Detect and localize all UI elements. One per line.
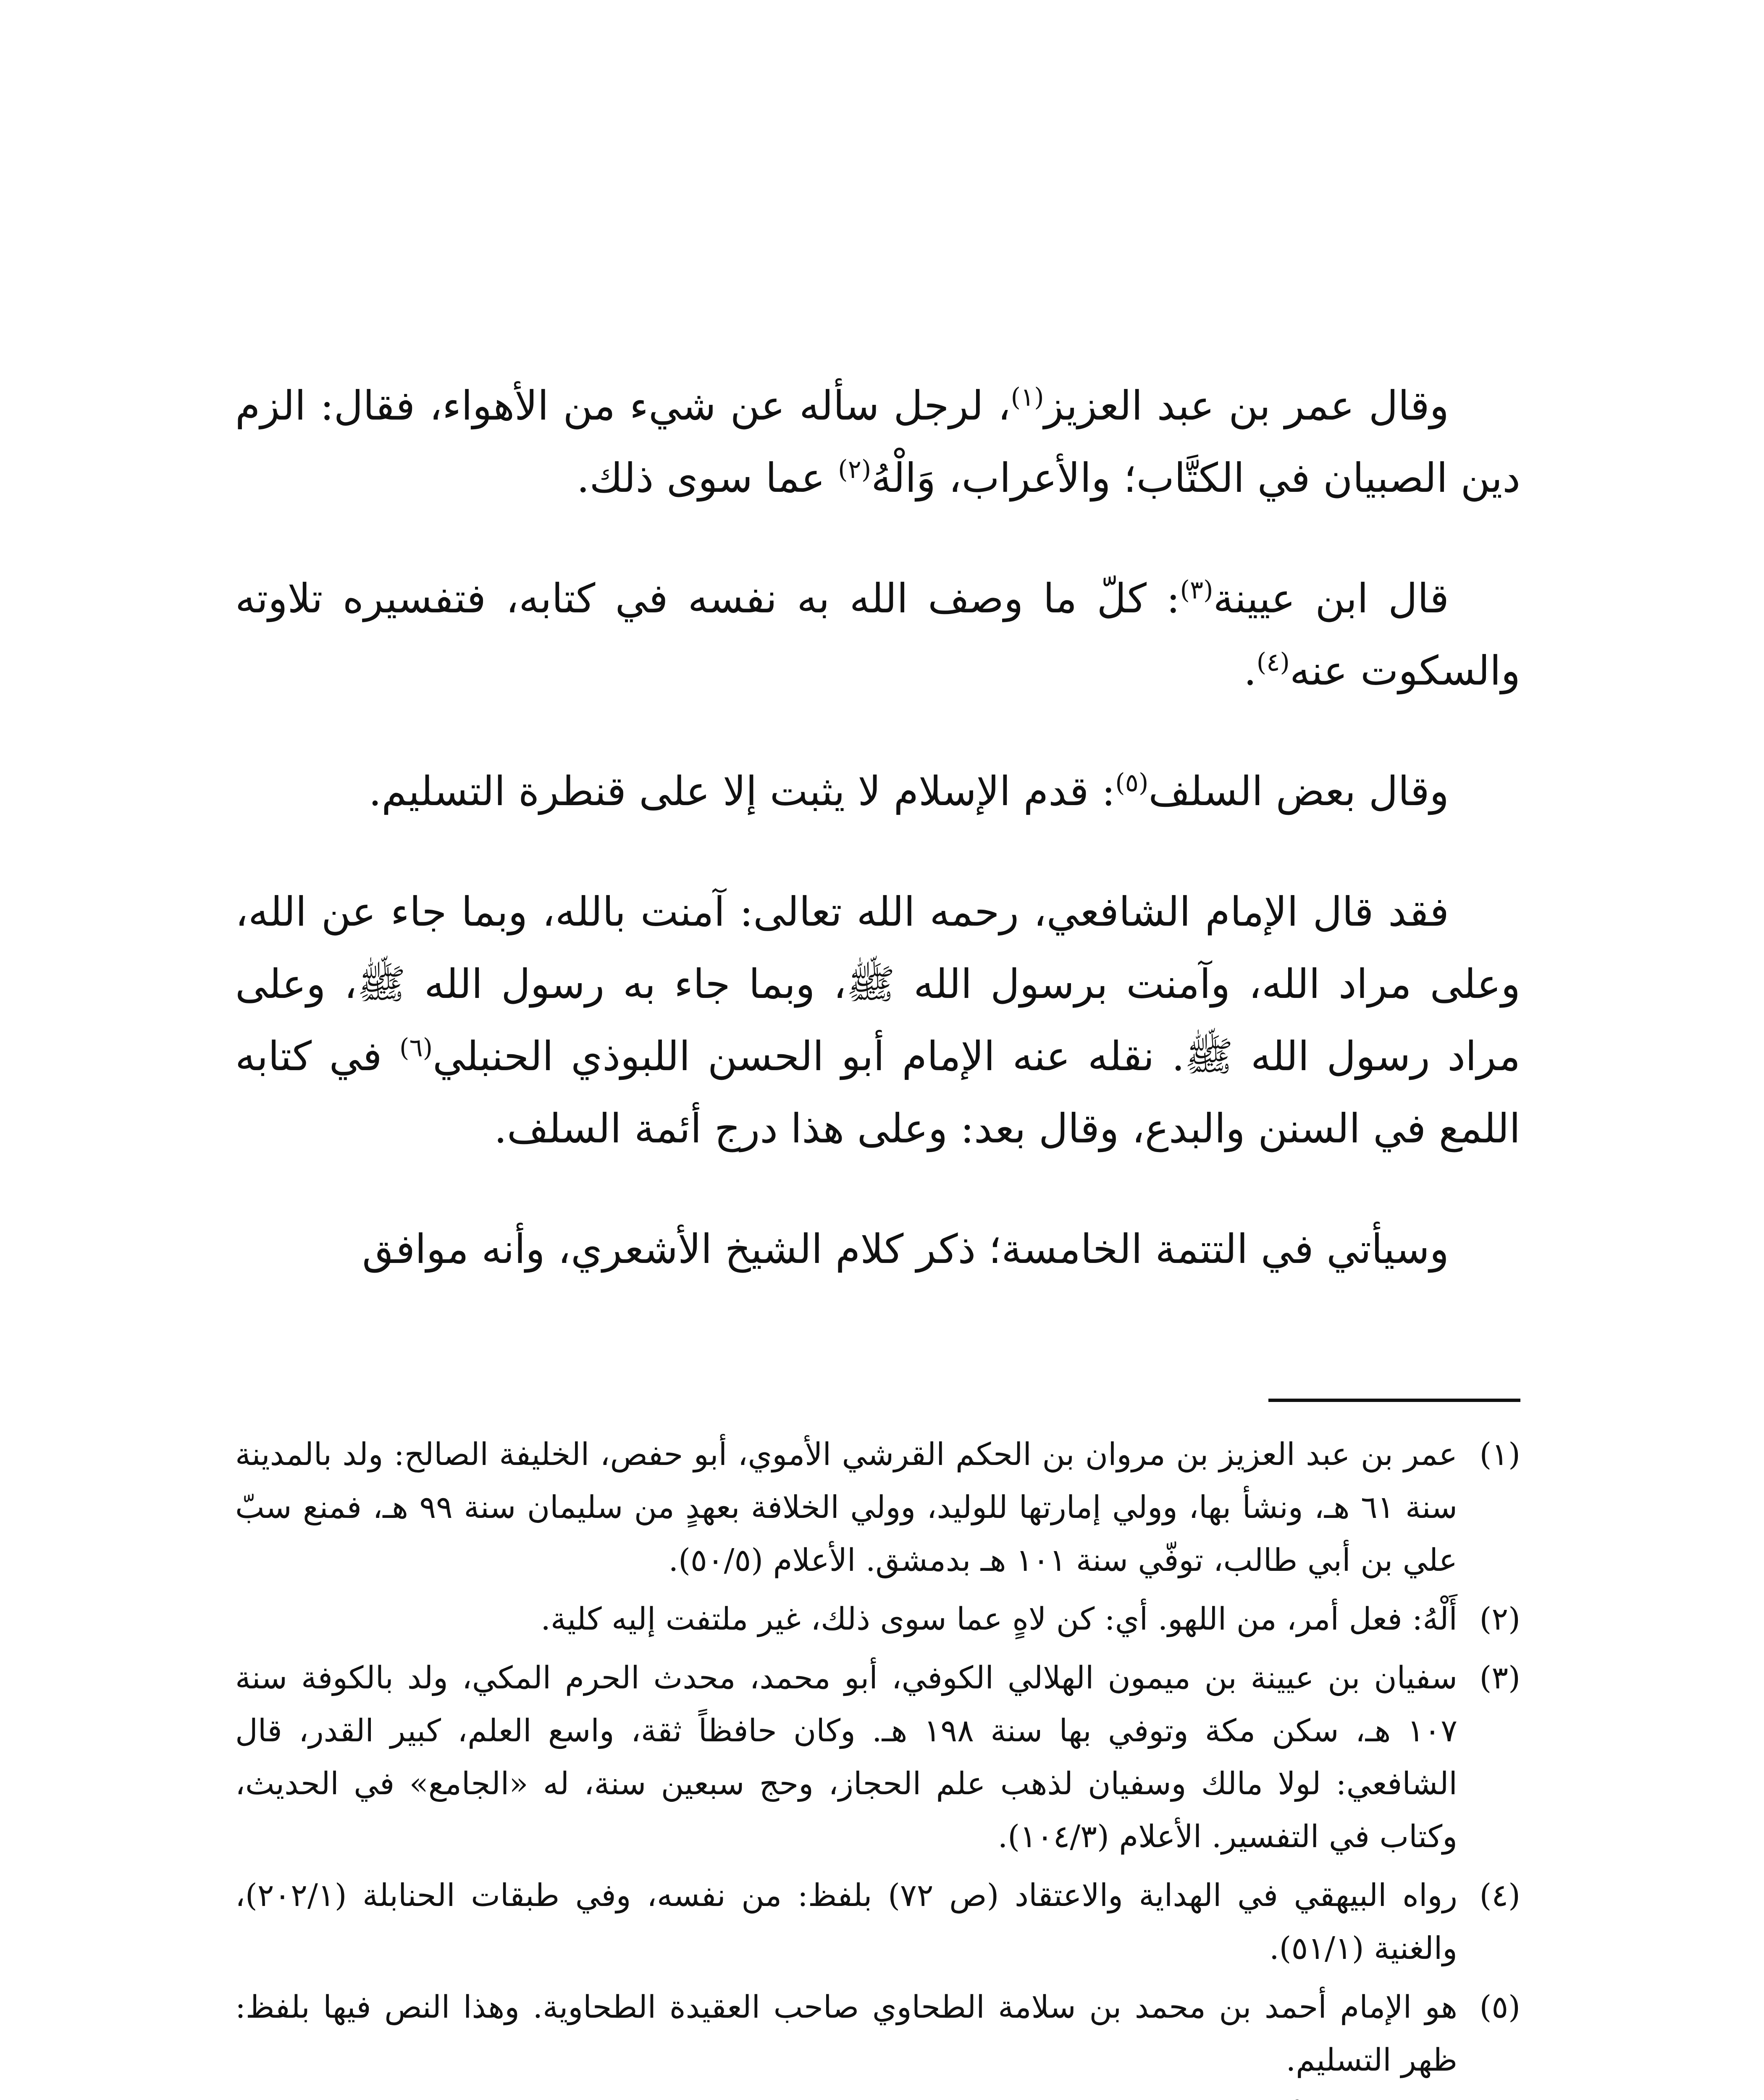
footnote-6 bbox=[235, 2092, 1520, 2100]
footnote-number: (٢) bbox=[1479, 1601, 1520, 1637]
footnote-number: (١) bbox=[1479, 1436, 1520, 1473]
footnote-text: عمر بن عبد العزيز بن مروان بن الحكم القرشي الأموي، أبو حفص، الخليفة الصالح: ولد بالمدينة سنة ٦١ هـ، ونشأ بها، وولي إمارتها للوليد، وولي الخلافة بعهدٍ من سليمان سنة ٩٩ هـ، فمنع سبّ علي بن أبي طالب، توفّي سنة ١٠١ هـ بدمشق. الأعلام (٥٠/٥). bbox=[235, 1436, 1457, 1578]
paragraph-4-text-b: في كتابه اللمع في السنن والبدع، وقال بعد: وعلى هذا درج أئمة السلف. bbox=[235, 1033, 1520, 1152]
footnote-text bbox=[235, 2092, 1457, 2100]
footnote-ref-4: (٤) bbox=[1256, 648, 1290, 677]
footnote-3 bbox=[235, 1651, 1520, 1863]
paragraph-2-text-b: : كلّ ما وصف الله به نفسه في كتابه، فتفسيره تلاوته والسكوت عنه bbox=[235, 575, 1520, 694]
footnotes bbox=[235, 1428, 1520, 2100]
footnote-text: أَلْهُ: فعل أمر، من اللهو. أي: كن لاهٍ عما سوى ذلك، غير ملتفت إليه كلية. bbox=[541, 1601, 1457, 1637]
paragraph-3 bbox=[235, 755, 1520, 827]
footnote-5 bbox=[235, 1981, 1520, 2087]
footnote-number: (٣) bbox=[1479, 1660, 1520, 1696]
footnote-number bbox=[1457, 2092, 1520, 2100]
paragraph-1-text-c: عما سوى ذلك. bbox=[577, 454, 838, 501]
footnote-1 bbox=[235, 1428, 1520, 1587]
paragraph-4-text-a: فقد قال الإمام الشافعي، رحمه الله تعالى: آمنت بالله، وبما جاء عن الله، وعلى مراد الله، وآمنت برسول الله ﷺ، وبما جاء به رسول الله ﷺ، وعلى مراد رسول الله ﷺ. نقله عنه الإمام أبو الحسن اللبوذي الحنبلي bbox=[235, 888, 1521, 1080]
paragraph-3-text-a: وقال بعض السلف bbox=[1148, 768, 1449, 815]
footnote-separator bbox=[1268, 1399, 1520, 1402]
paragraph-2 bbox=[235, 562, 1520, 707]
footnote-text: سفيان بن عيينة بن ميمون الهلالي الكوفي، أبو محمد، محدث الحرم المكي، ولد بالكوفة سنة ١٠٧ هـ، سكن مكة وتوفي بها سنة ١٩٨ هـ. وكان حافظاً ثقة، واسع العلم، كبير القدر، قال الشافعي: لولا مالك وسفيان لذهب علم الحجاز، وحج سبعين سنة، له «الجامع» في الحديث، وكتاب في التفسير. الأعلام (١٠٤/٣). bbox=[235, 1660, 1457, 1855]
footnote-ref-6: (٦) bbox=[399, 1033, 433, 1063]
footnote-ref-3: (٣) bbox=[1180, 575, 1213, 605]
footnote-text: هو الإمام أحمد بن محمد بن سلامة الطحاوي صاحب العقيدة الطحاوية. وهذا النص فيها بلفظ: ظهر التسليم. bbox=[235, 1989, 1457, 2078]
paragraph-1 bbox=[235, 370, 1520, 514]
paragraph-4 bbox=[235, 876, 1520, 1165]
footnote-2 bbox=[235, 1593, 1520, 1646]
paragraph-5-text-a: وسيأتي في التتمة الخامسة؛ ذكر كلام الشيخ الأشعري، وأنه موافق bbox=[362, 1226, 1449, 1273]
footnote-number: (٤) bbox=[1479, 1877, 1520, 1914]
paragraph-1-text-a: وقال عمر بن عبد العزيز bbox=[1044, 382, 1449, 429]
footnote-number: (٥) bbox=[1479, 1989, 1520, 2025]
paragraph-3-text-b: : قدم الإسلام لا يثبت إلا على قنطرة التسليم. bbox=[368, 768, 1116, 815]
paragraph-2-text-c: . bbox=[1244, 647, 1257, 694]
paragraph-5 bbox=[235, 1213, 1520, 1285]
paragraph-2-text-a: قال ابن عيينة bbox=[1213, 575, 1449, 622]
footnote-4 bbox=[235, 1869, 1520, 1975]
footnote-text: رواه البيهقي في الهداية والاعتقاد (ص ٧٢) بلفظ: من نفسه، وفي طبقات الحنابلة (٢٠٢/١)، والغنية (٥١/١). bbox=[235, 1877, 1457, 1966]
main-text bbox=[235, 370, 1520, 1334]
paragraph-1-text-b: ، لرجل سأله عن شيء من الأهواء، فقال: الزم دين الصبيان في الكتَّاب؛ والأعراب، وَالْهُ bbox=[235, 382, 1520, 501]
footnote-ref-1: (١) bbox=[1011, 383, 1044, 412]
footnote-ref-2: (٢) bbox=[838, 455, 872, 484]
footnote-ref-5: (٥) bbox=[1115, 768, 1149, 798]
